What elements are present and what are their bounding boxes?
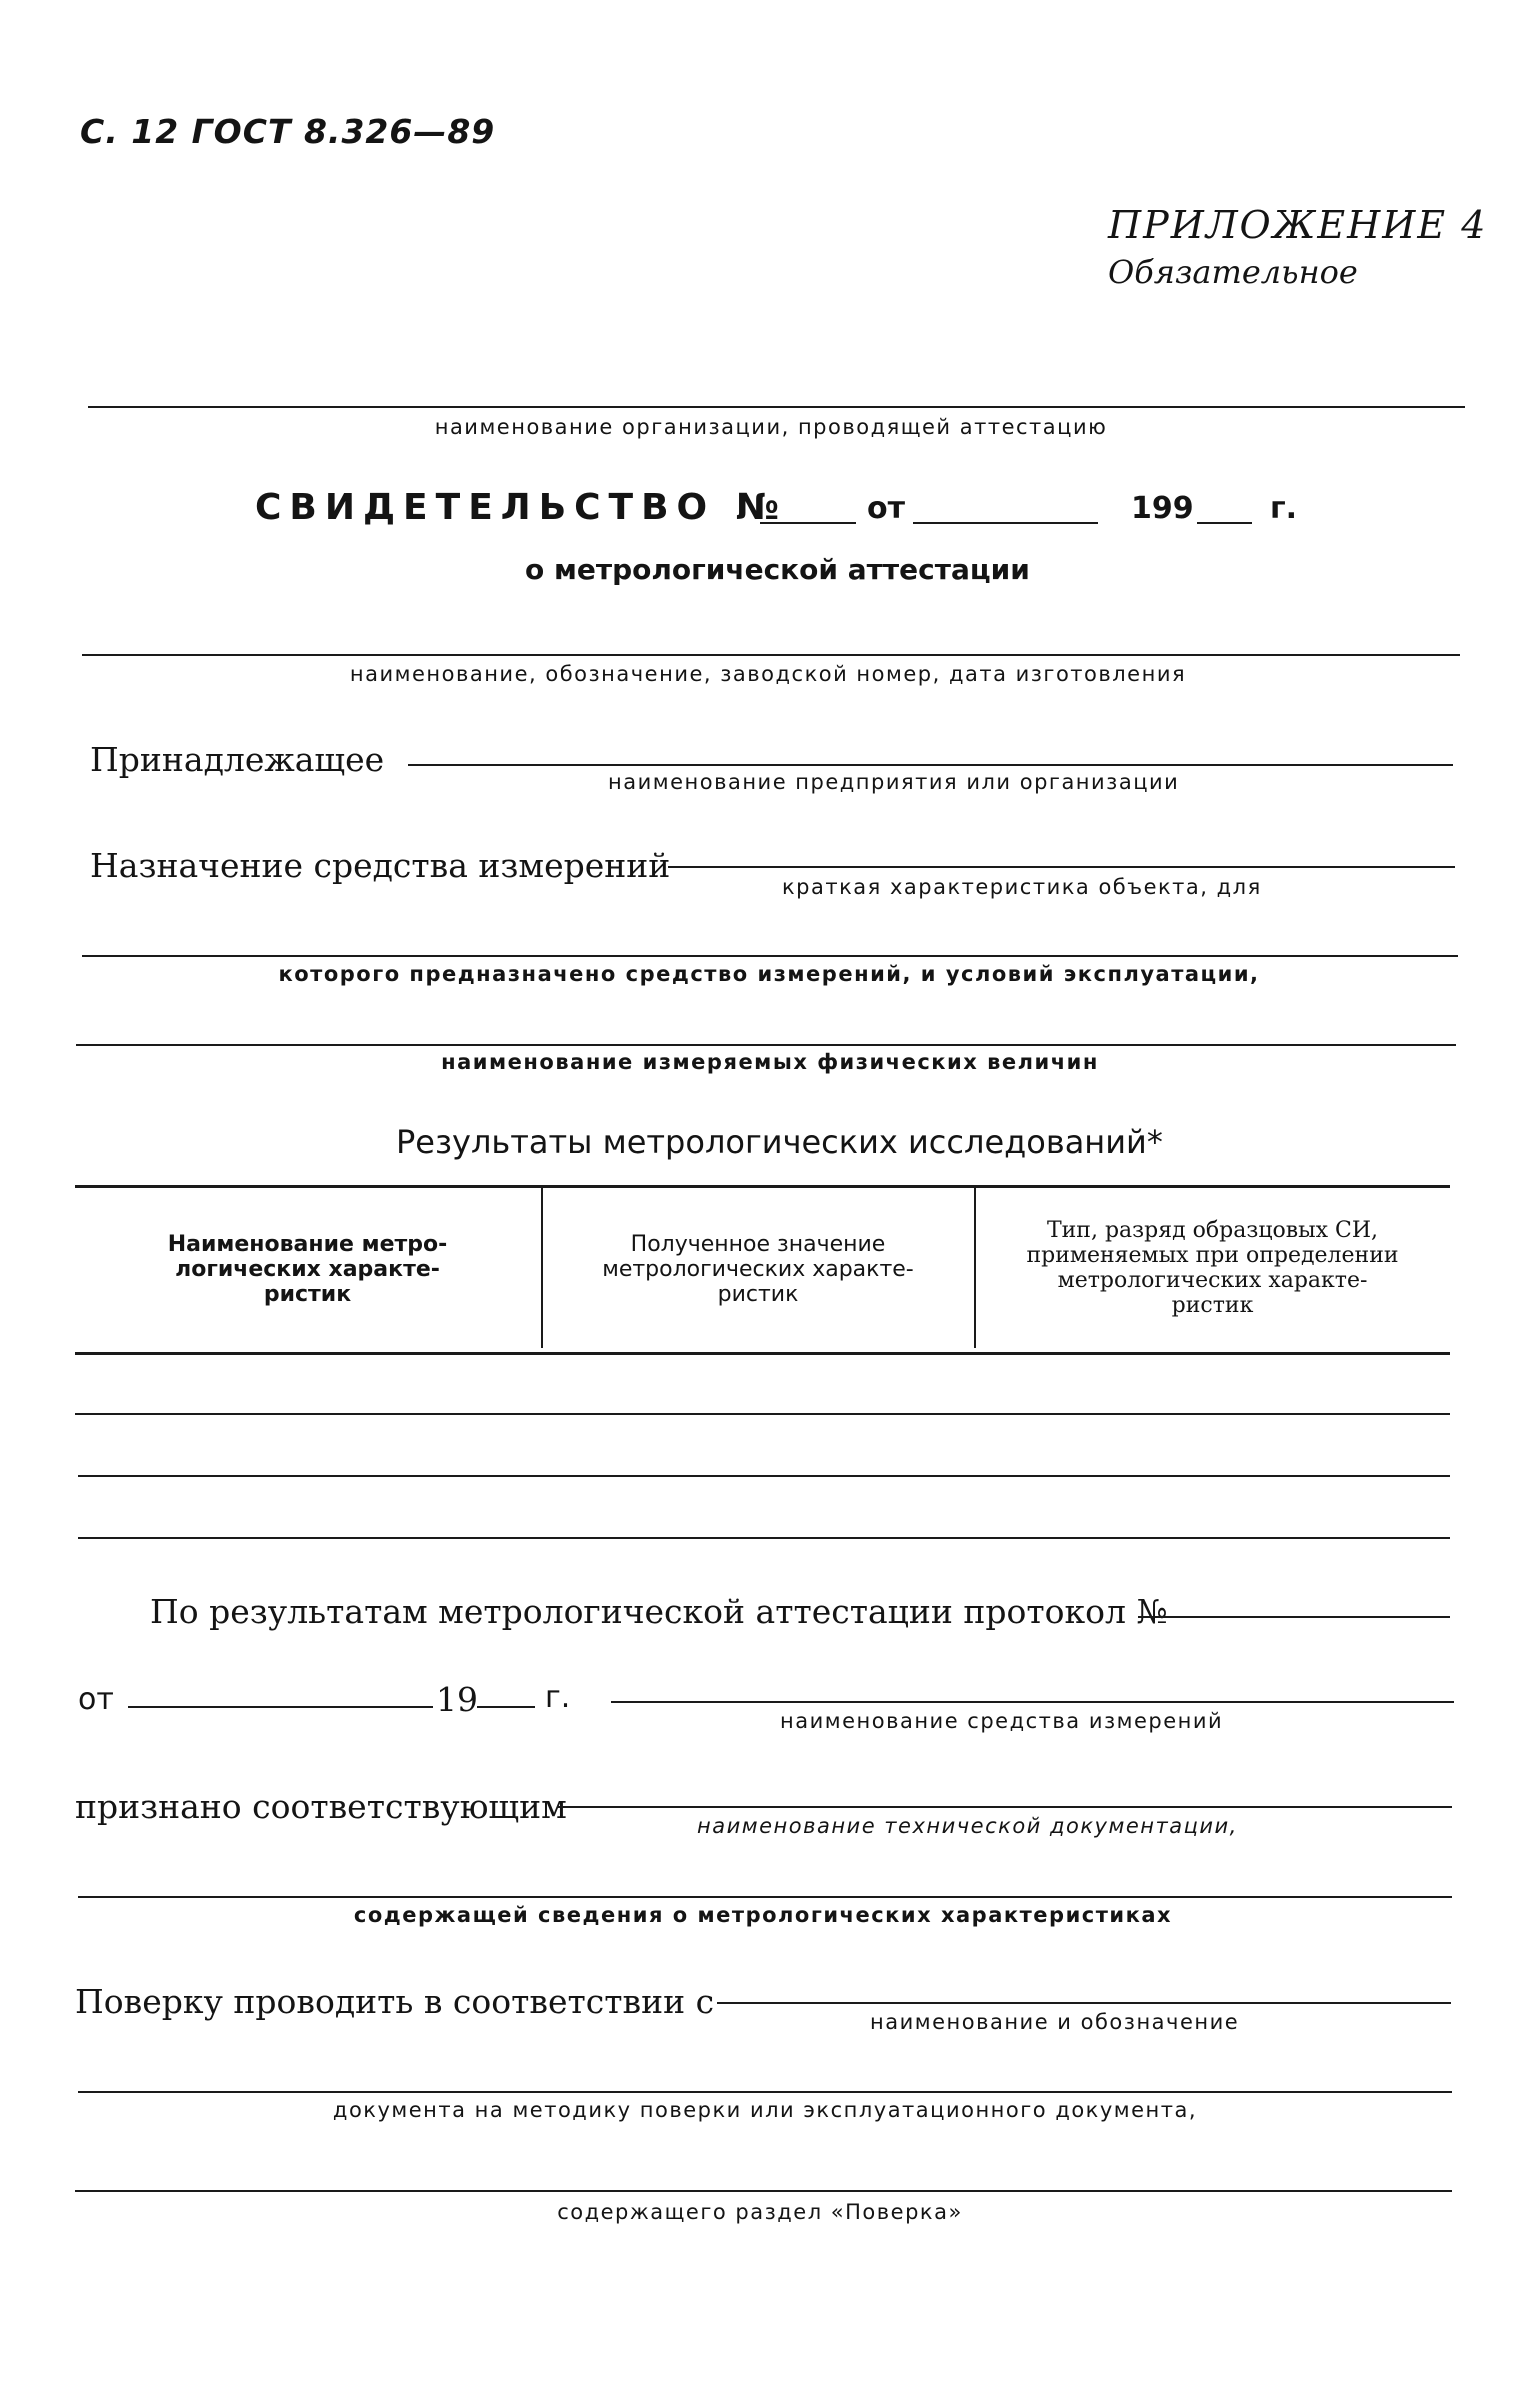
appendix-subtitle: Обязательное <box>1108 253 1358 291</box>
verification-field-line-2[interactable] <box>78 2091 1452 2093</box>
purpose-caption-2: которого предназначено средство измерений, и условий эксплуатации, <box>278 962 1260 986</box>
verification-caption-2: документа на методику поверки или эксплуатационного документа, <box>332 2098 1198 2122</box>
results-title: Результаты метрологических исследований* <box>396 1123 1163 1161</box>
verification-caption-1: наименование и обозначение <box>870 2010 1240 2034</box>
protocol-year-prefix: 19 <box>436 1680 478 1719</box>
conformity-field-line-1[interactable] <box>557 1806 1452 1808</box>
purpose-caption-3: наименование измеряемых физических величин <box>441 1050 1099 1074</box>
protocol-caption: наименование средства измерений <box>780 1709 1224 1733</box>
certificate-subtitle: о метрологической аттестации <box>525 553 1030 586</box>
purpose-field-line-3[interactable] <box>76 1044 1456 1046</box>
conformity-caption-1: наименование технической документации, <box>697 1814 1238 1838</box>
table-header-cell: Полученное значение метрологических характе- ристик <box>602 1232 914 1307</box>
protocol-label: По результатам метрологической аттестации протокол № <box>150 1592 1168 1631</box>
conformity-caption-2: содержащей сведения о метрологических характеристиках <box>353 1903 1173 1927</box>
purpose-caption-1: краткая характеристика объекта, для <box>782 875 1262 899</box>
page-header: С. 12 ГОСТ 8.326—89 <box>80 112 496 151</box>
instrument-caption: наименование, обозначение, заводской номер, дата изготовления <box>349 662 1187 686</box>
certificate-year-prefix: 199 <box>1131 491 1194 526</box>
belongs-caption: наименование предприятия или организации <box>608 770 1180 794</box>
table-row[interactable] <box>78 1537 1450 1539</box>
protocol-year-suffix: г. <box>545 1680 571 1715</box>
certificate-title: СВИДЕТЕЛЬСТВО № <box>255 487 787 528</box>
table-header-bottom-border <box>75 1352 1450 1355</box>
verification-label: Поверку проводить в соответствии с <box>75 1982 715 2021</box>
belongs-field-line[interactable] <box>408 764 1453 766</box>
certificate-year-line[interactable] <box>1197 522 1252 524</box>
table-row[interactable] <box>78 1475 1450 1477</box>
conformity-field-line-2[interactable] <box>78 1896 1452 1898</box>
certificate-year-suffix: г. <box>1270 491 1298 526</box>
purpose-field-line-2[interactable] <box>82 955 1458 957</box>
table-column-divider-2 <box>974 1188 976 1348</box>
belongs-label: Принадлежащее <box>90 740 385 779</box>
protocol-year-line[interactable] <box>477 1706 535 1708</box>
verification-field-line-3[interactable] <box>75 2190 1452 2192</box>
purpose-field-line-1[interactable] <box>668 866 1455 868</box>
instrument-field-line[interactable] <box>82 654 1460 656</box>
protocol-number-line[interactable] <box>1138 1616 1450 1618</box>
table-row[interactable] <box>75 1413 1450 1415</box>
certificate-from-label: от <box>867 491 905 526</box>
purpose-label: Назначение средства измерений <box>90 846 671 885</box>
verification-field-line-1[interactable] <box>717 2002 1451 2004</box>
certificate-number-line[interactable] <box>760 522 856 524</box>
org-field-line[interactable] <box>88 406 1465 408</box>
appendix-title: ПРИЛОЖЕНИЕ 4 <box>1108 203 1488 247</box>
instrument-name-line[interactable] <box>611 1701 1454 1703</box>
org-caption: наименование организации, проводящей аттестацию <box>434 415 1108 439</box>
table-header-cell: Наименование метро- логических характе- ристик <box>167 1232 448 1307</box>
protocol-date-line[interactable] <box>128 1706 433 1708</box>
certificate-date-line[interactable] <box>913 522 1098 524</box>
protocol-from-label: от <box>78 1682 114 1717</box>
table-column-divider-1 <box>541 1188 543 1348</box>
verification-caption-3: содержащего раздел «Поверка» <box>557 2200 963 2224</box>
conformity-label: признано соответствующим <box>75 1787 567 1826</box>
table-header-cell: Тип, разряд образцовых СИ, применяемых при определении метрологических характе- ристик <box>1026 1218 1399 1318</box>
table-top-border <box>75 1185 1450 1188</box>
